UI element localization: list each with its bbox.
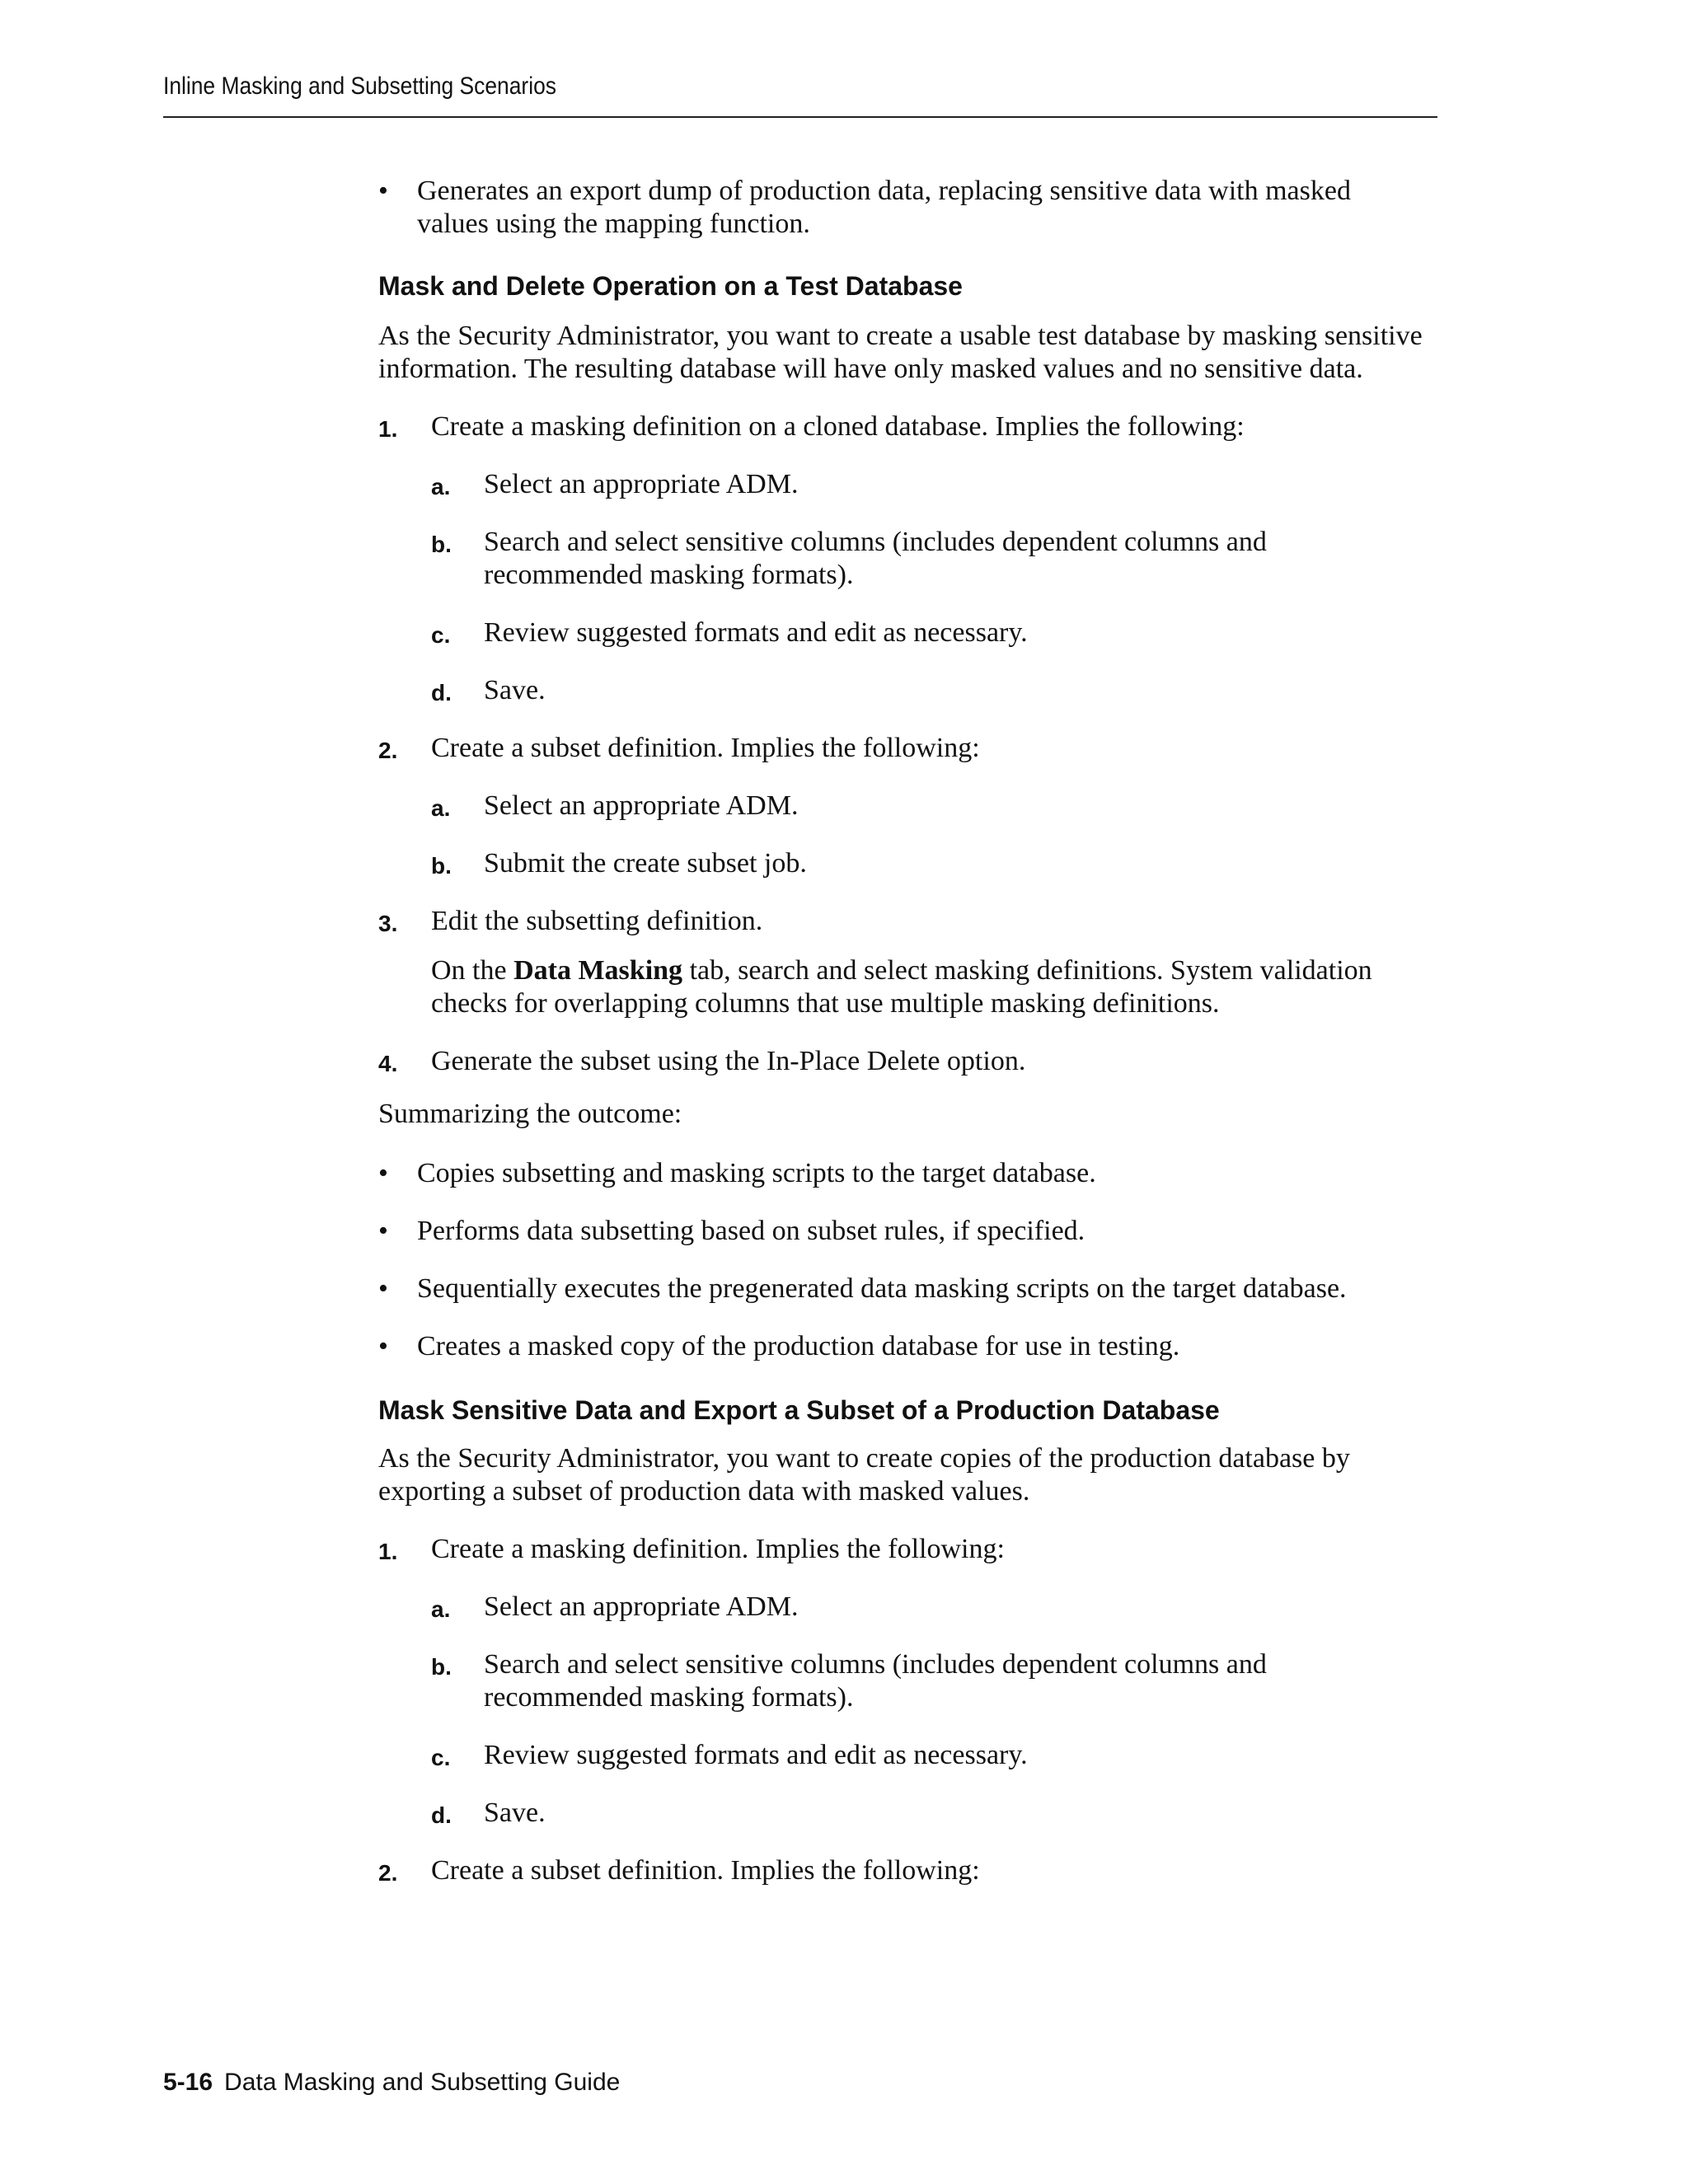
step-item xyxy=(378,1854,1442,1887)
bullet-text: Creates a masked copy of the production database for use in testing. xyxy=(417,1331,1180,1361)
sub-step-text: Submit the create subset job. xyxy=(484,848,807,879)
step-number: 1. xyxy=(378,416,398,442)
ui-term-data-masking: Data Masking xyxy=(513,955,683,986)
step-text: Generate the subset using the In-Place Delete option. xyxy=(431,1046,1026,1076)
sub-step-letter: a. xyxy=(431,795,451,821)
page-footer xyxy=(163,2069,620,2097)
section-intro: As the Security Administrator, you want to create a usable test database by masking sensitive information. The resulting database will have only masked values and no sensitive data. xyxy=(378,321,1423,384)
sub-step-letter: c. xyxy=(431,622,451,648)
sub-step-item xyxy=(378,526,1341,592)
bullet-text: Copies subsetting and masking scripts to the target database. xyxy=(417,1158,1096,1188)
bullet-icon: • xyxy=(378,1331,388,1361)
step-number: 2. xyxy=(378,738,398,763)
header-rule xyxy=(163,116,1437,118)
sub-step-letter: b. xyxy=(431,532,452,557)
note-prefix: On the xyxy=(431,955,514,986)
step-item xyxy=(378,905,1442,938)
sub-step-text: Select an appropriate ADM. xyxy=(484,790,799,821)
step-item xyxy=(378,732,1442,765)
step-item xyxy=(378,1045,1442,1078)
sub-step-item xyxy=(378,674,1442,707)
sub-step-text: Review suggested formats and edit as necessary. xyxy=(484,1740,1028,1770)
sub-step-item xyxy=(378,1591,1442,1624)
outcome-bullet xyxy=(378,1272,1442,1305)
bullet-text: Generates an export dump of production data, replacing sensitive data with masked values using the mapping function. xyxy=(417,176,1351,239)
sub-step-item xyxy=(378,847,1442,880)
section-intro: As the Security Administrator, you want to create copies of the production database by exporting a subset of production data with masked values. xyxy=(378,1443,1350,1507)
step-item xyxy=(378,1533,1442,1566)
step-number: 1. xyxy=(378,1539,398,1564)
running-header: Inline Masking and Subsetting Scenarios xyxy=(163,73,556,100)
step-text: Create a subset definition. Implies the following: xyxy=(431,733,980,763)
summary-label: Summarizing the outcome: xyxy=(378,1099,682,1129)
step-note xyxy=(378,954,1442,1020)
step-text: Edit the subsetting definition. xyxy=(431,906,763,936)
intro-bullet xyxy=(378,175,1365,241)
sub-step-letter: d. xyxy=(431,680,452,705)
sub-step-text: Review suggested formats and edit as necessary. xyxy=(484,617,1028,648)
sub-step-letter: b. xyxy=(431,853,452,879)
bullet-icon: • xyxy=(378,1273,388,1304)
page-body xyxy=(378,175,1442,1887)
note-suffix: tab, search and select masking definitions. System validation checks for overlapping columns that use multiple masking definitions. xyxy=(431,955,1372,1019)
section-heading-mask-delete: Mask and Delete Operation on a Test Database xyxy=(378,271,963,301)
sub-step-text: Select an appropriate ADM. xyxy=(484,469,799,499)
sub-step-text: Select an appropriate ADM. xyxy=(484,1591,799,1622)
outcome-bullet xyxy=(378,1215,1442,1248)
sub-step-letter: d. xyxy=(431,1802,452,1828)
step-text: Create a masking definition. Implies the following: xyxy=(431,1534,1005,1564)
step-item xyxy=(378,410,1442,443)
guide-title: Data Masking and Subsetting Guide xyxy=(224,2069,621,2096)
step-number: 2. xyxy=(378,1860,398,1886)
sub-step-item xyxy=(378,468,1442,501)
bullet-text: Performs data subsetting based on subset rules, if specified. xyxy=(417,1216,1085,1246)
sub-step-item xyxy=(378,790,1442,823)
sub-step-item xyxy=(378,1648,1341,1714)
step-number: 3. xyxy=(378,911,398,936)
sub-step-text: Search and select sensitive columns (includes dependent columns and recommended masking formats). xyxy=(484,1649,1267,1713)
step-text: Create a masking definition on a cloned database. Implies the following: xyxy=(431,411,1245,442)
sub-step-letter: a. xyxy=(431,1596,451,1622)
section-heading-mask-export: Mask Sensitive Data and Export a Subset of a Production Database xyxy=(378,1395,1220,1425)
sub-step-text: Search and select sensitive columns (includes dependent columns and recommended masking formats). xyxy=(484,527,1267,590)
step-number: 4. xyxy=(378,1051,398,1076)
sub-step-item xyxy=(378,1739,1442,1772)
bullet-icon: • xyxy=(378,1216,388,1246)
sub-step-item xyxy=(378,1797,1442,1830)
outcome-bullet xyxy=(378,1330,1442,1363)
bullet-icon: • xyxy=(378,176,388,206)
sub-step-text: Save. xyxy=(484,1797,546,1828)
step-text: Create a subset definition. Implies the following: xyxy=(431,1855,980,1886)
sub-step-text: Save. xyxy=(484,675,546,705)
bullet-text: Sequentially executes the pregenerated data masking scripts on the target database. xyxy=(417,1273,1347,1304)
outcome-bullet xyxy=(378,1157,1442,1190)
sub-step-letter: a. xyxy=(431,474,451,499)
bullet-icon: • xyxy=(378,1158,388,1188)
sub-step-letter: b. xyxy=(431,1654,452,1680)
page-number: 5-16 xyxy=(163,2069,213,2096)
sub-step-item xyxy=(378,616,1442,649)
sub-step-letter: c. xyxy=(431,1745,451,1770)
